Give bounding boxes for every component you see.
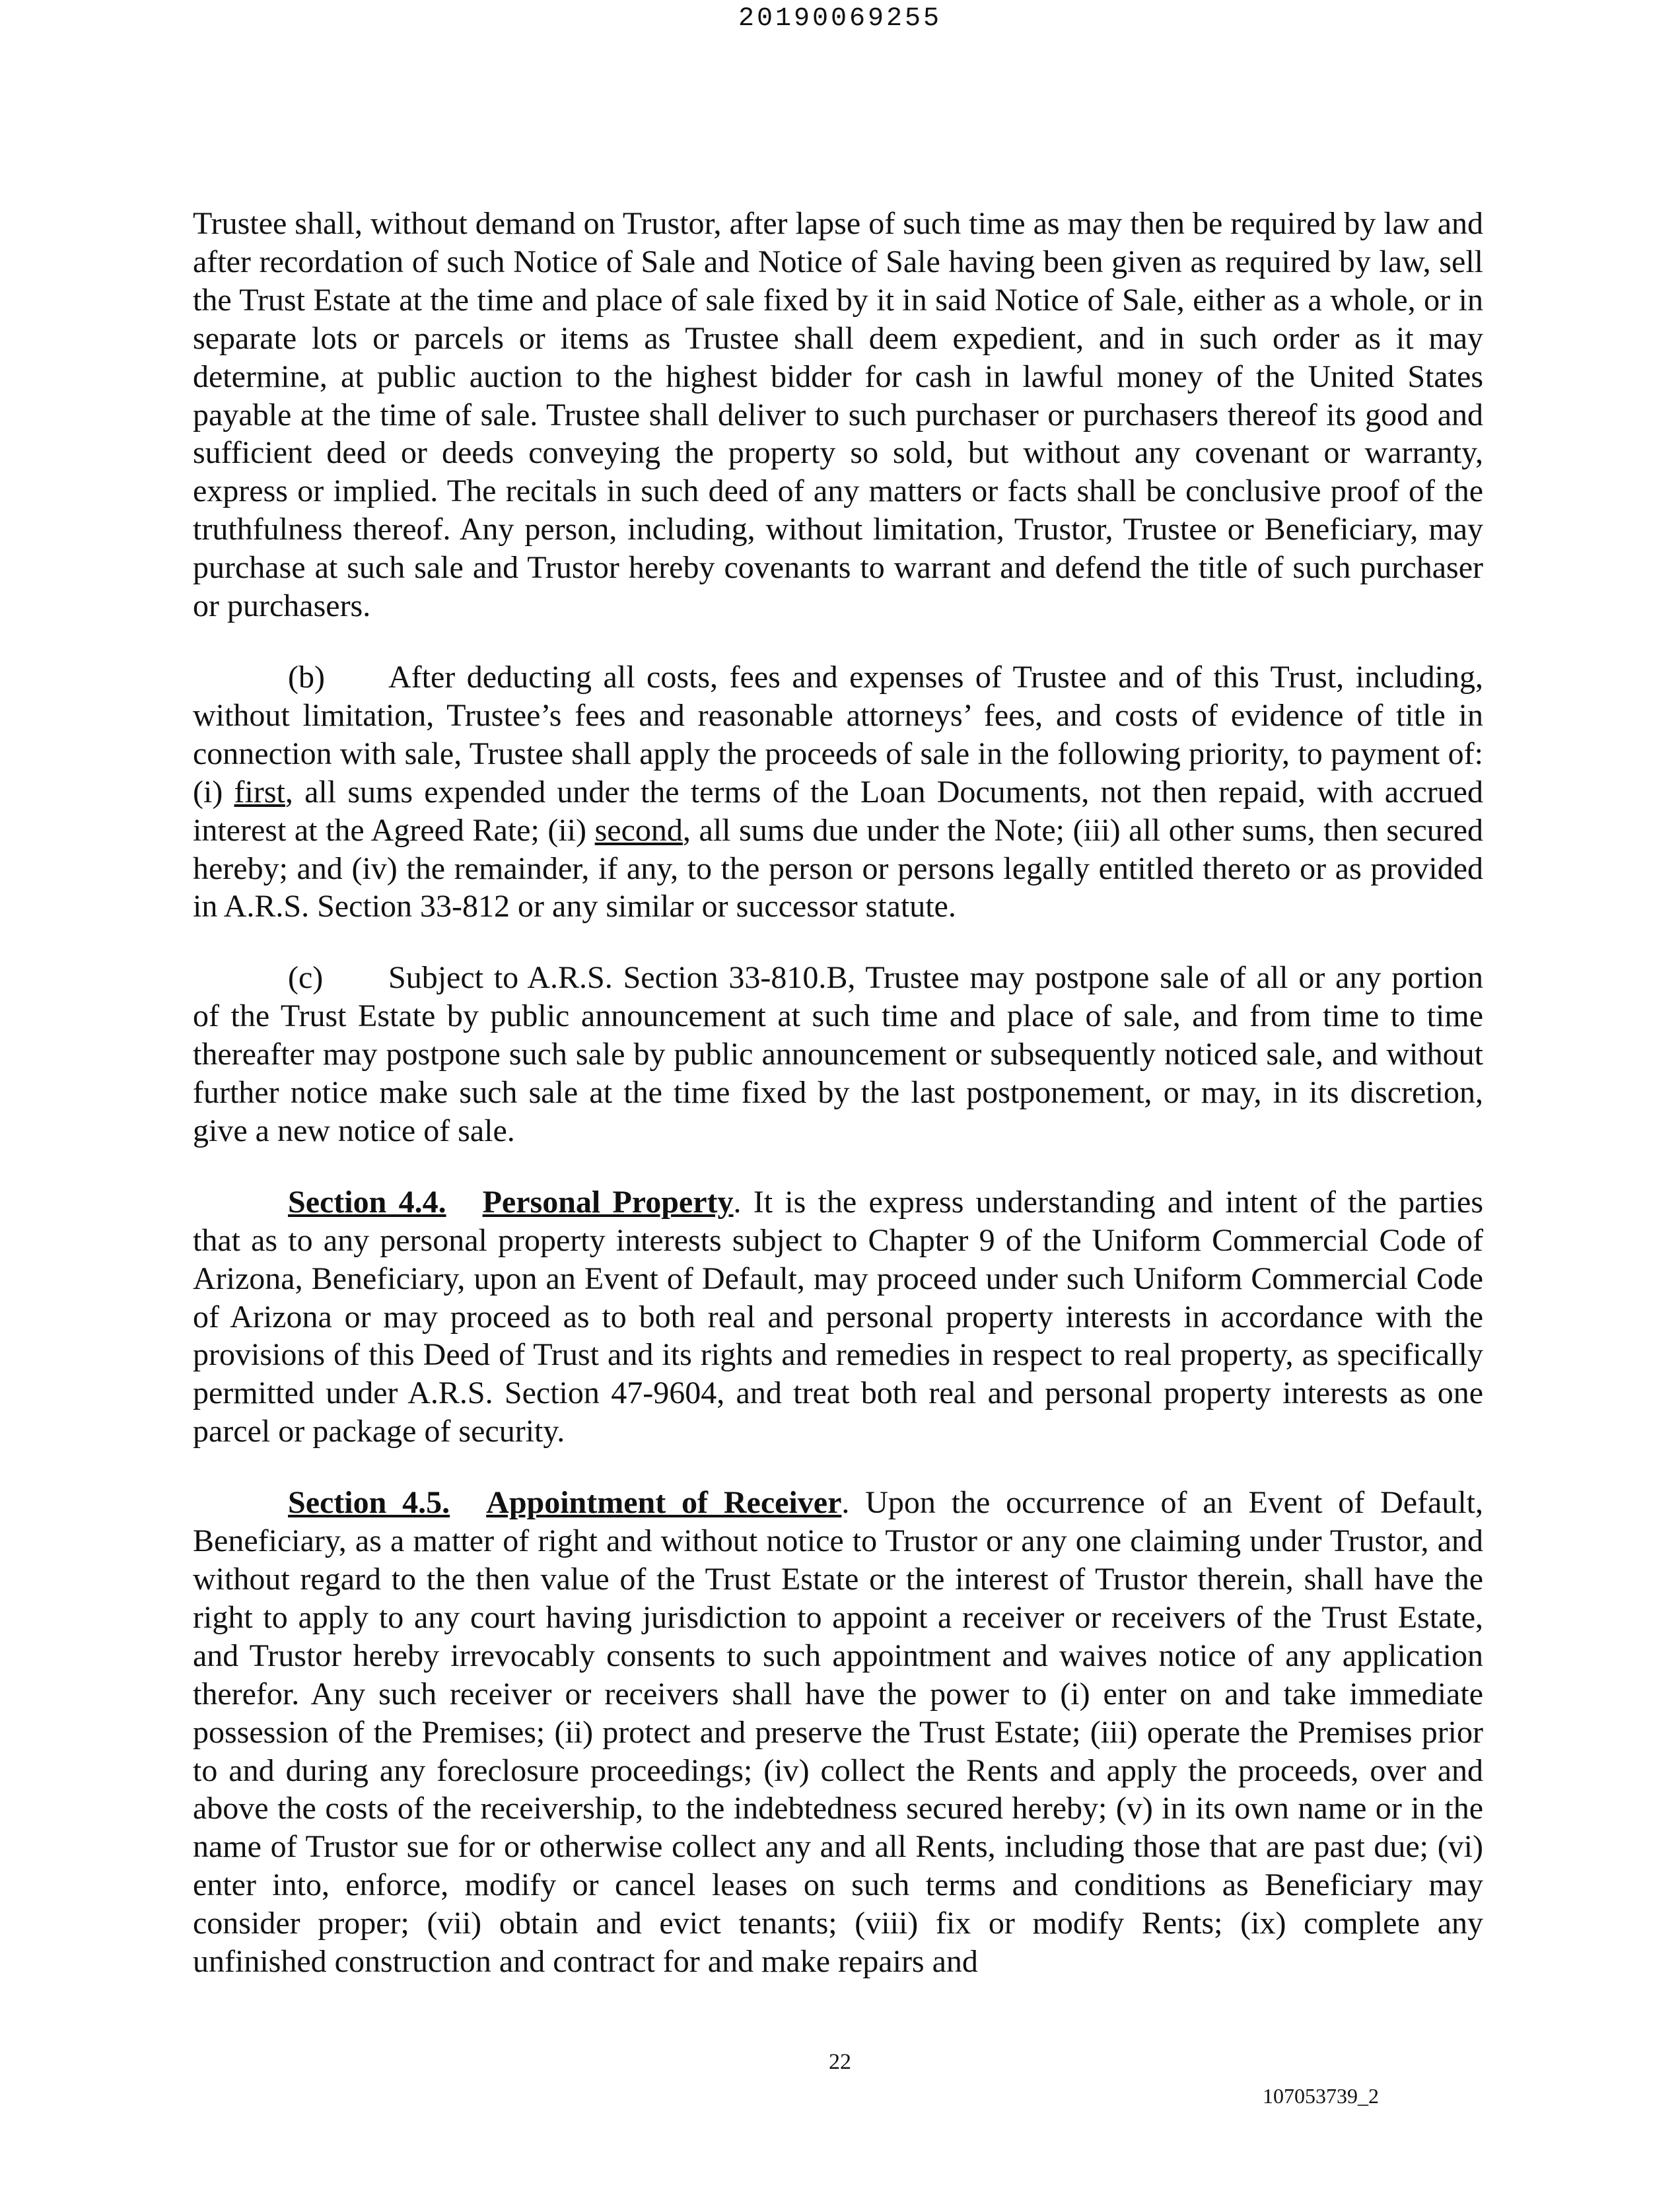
- paragraph-label: (c): [288, 960, 324, 996]
- underlined-term: first: [234, 774, 285, 810]
- section-4-4-personal-property: [193, 1183, 1483, 1451]
- paragraph-label: (b): [288, 659, 325, 695]
- section-number: Section 4.4.: [288, 1184, 446, 1220]
- paragraph-text: Trustee shall, without demand on Trustor, after lapse of such time as may then be required by law and after recordation of such Notice of Sale and Notice of Sale having been given as required by law, sell the Trust Estate at the time and place of sale fixed by it in said Notice of Sale, either as a whole, or in separate lots or parcels or items as Trustee shall deem expedient, and in such order as it may determine, at public auction to the highest bidder for cash in lawful money of the United States payable at the time of sale. Trustee shall deliver to such purchaser or purchasers thereof its good and sufficient deed or deeds conveying the property so sold, but without any covenant or warranty, express or implied. The recitals in such deed of any matters or facts shall be conclusive proof of the truthfulness thereof. Any person, including, without limitation, Trustor, Trustee or Beneficiary, may purchase at such sale and Trustor hereby covenants to warrant and defend the title of such purchaser or purchasers.: [193, 206, 1483, 624]
- section-title: Personal Property: [482, 1184, 734, 1220]
- document-body: [193, 205, 1483, 2014]
- paragraph-text: After deducting all costs, fees and expenses of Trustee and of this Trust, including, without limitation, Trustee’s fees and reasonable attorneys’ fees, and costs of evidence of title in connection with sale, Trustee shall apply the proceeds of sale in the following priority, to payment of: (i): [193, 659, 1483, 810]
- paragraph-text: . Upon the occurrence of an Event of Default, Beneficiary, as a matter of right and without notice to Trustor or any one claiming under Trustor, and without regard to the then value of the Trust Estate or the interest of Trustor therein, shall have the right to apply to any court having jurisdiction to appoint a receiver or receivers of the Trust Estate, and Trustor hereby irrevocably consents to such appointment and waives notice of any application therefor. Any such receiver or receivers shall have the power to (i) enter on and take immediate possession of the Premises; (ii) protect and preserve the Trust Estate; (iii) operate the Premises prior to and during any foreclosure proceedings; (iv) collect the Rents and apply the proceeds, over and above the costs of the receivership, to the indebtedness secured hereby; (v) in its own name or in the name of Trustor sue for or otherwise collect any and all Rents, including those that are past due; (vi) enter into, enforce, modify or cancel leases on such terms and conditions as Beneficiary may consider proper; (vii) obtain and evict tenants; (viii) fix or modify Rents; (ix) complete any unfinished construction and contract for and make repairs and: [193, 1485, 1483, 1980]
- underlined-term: second: [594, 812, 683, 848]
- section-title: Appointment of Receiver: [486, 1485, 842, 1521]
- paragraph-text: , all sums expended under the terms of the Loan Documents, not then repaid, with accrued interest at the Agreed Rate; (ii): [193, 774, 1483, 848]
- page-number: 22: [829, 2050, 851, 2074]
- paragraph-trustee-sale: [193, 205, 1483, 625]
- recording-number: 20190069255: [738, 4, 942, 34]
- section-number: Section 4.5.: [288, 1485, 450, 1521]
- document-id: 107053739_2: [1263, 2084, 1379, 2108]
- paragraph-text: . It is the express understanding and intent of the parties that as to any personal property interests subject to Chapter 9 of the Uniform Commercial Code of Arizona, Beneficiary, upon an Event of Default, may proceed under such Uniform Commercial Code of Arizona or may proceed as to both real and personal property interests in accordance with the provisions of this Deed of Trust and its rights and remedies in respect to real property, as specifically permitted under A.R.S. Section 47-9604, and treat both real and personal property interests as one parcel or package of security.: [193, 1184, 1484, 1449]
- paragraph-text: Subject to A.R.S. Section 33-810.B, Trustee may postpone sale of all or any portion of the Trust Estate by public announcement at such time and place of sale, and from time to time thereafter may postpone such sale by public announcement or subsequently noticed sale, and without further notice make such sale at the time fixed by the last postponement, or may, in its discretion, give a new notice of sale.: [193, 960, 1483, 1148]
- section-4-5-appointment-of-receiver: [193, 1484, 1483, 1981]
- paragraph-c-postpone: [193, 959, 1483, 1150]
- paragraph-text: , all sums due under the Note; (iii) all other sums, then secured hereby; and (iv) the remainder, if any, to the person or persons legally entitled thereto or as provided in A.R.S. Section 33-812 or any similar or successor statute.: [193, 812, 1483, 924]
- paragraph-b-proceeds: [193, 658, 1483, 926]
